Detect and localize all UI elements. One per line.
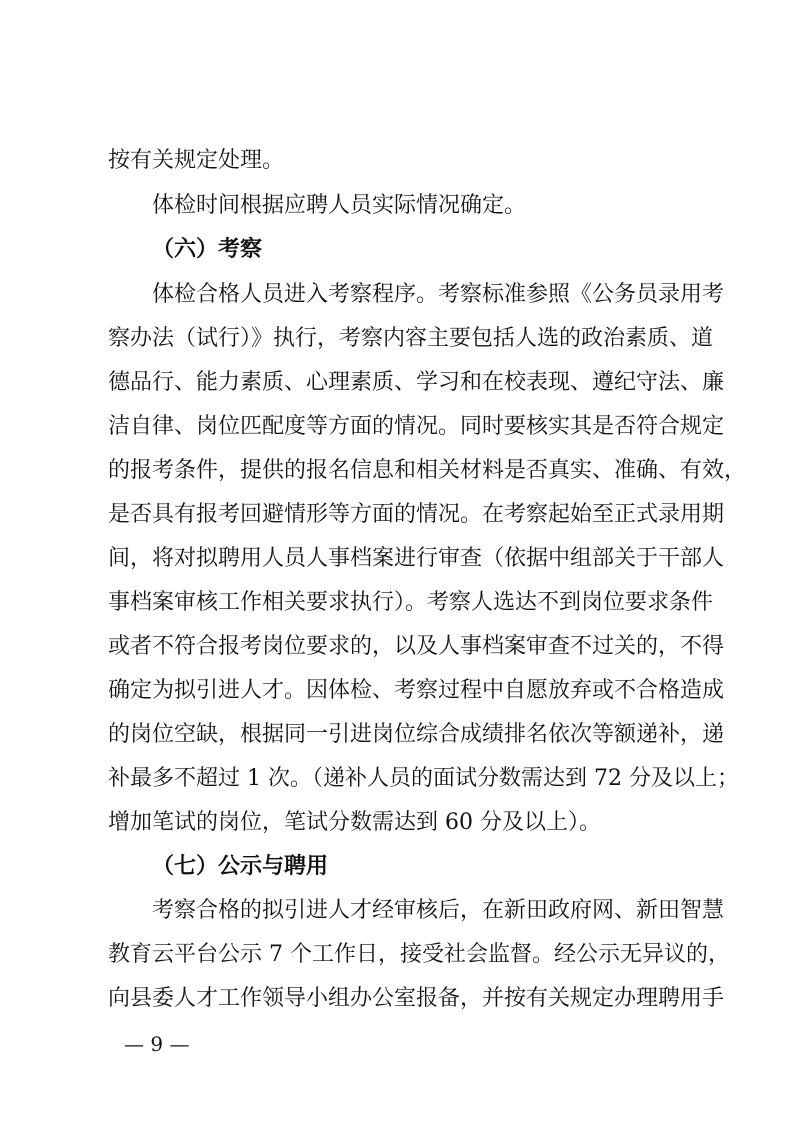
paragraph-line: 察办法（试行）》执行，考察内容主要包括人选的政治素质、道: [108, 326, 714, 351]
paragraph-line: 的岗位空缺，根据同一引进岗位综合成绩排名依次等额递补，递: [108, 722, 725, 747]
section-heading-publicity-hiring: （七）公示与聘用: [152, 854, 329, 879]
paragraph-line: 德品行、能力素质、心理素质、学习和在校表现、遵纪守法、廉: [108, 370, 725, 395]
paragraph-line: 事档案审核工作相关要求执行）。考察人选达不到岗位要求条件: [108, 590, 714, 615]
page-number: — 9 —: [124, 1032, 190, 1056]
paragraph-line: 向县委人才工作领导小组办公室报备，并按有关规定办理聘用手: [108, 986, 725, 1011]
section-heading-inspection: （六）考察: [152, 237, 263, 262]
paragraph-line: 或者不符合报考岗位要求的，以及人事档案审查不过关的，不得: [108, 634, 725, 659]
paragraph-line: 确定为拟引进人才。因体检、考察过程中自愿放弃或不合格造成: [108, 678, 725, 703]
paragraph-line: 按有关规定处理。: [108, 148, 285, 173]
paragraph-line: 体检时间根据应聘人员实际情况确定。: [152, 193, 527, 218]
paragraph-line: 补最多不超过 1 次。（递补人员的面试分数需达到 72 分及以上；: [108, 766, 739, 791]
paragraph-line: 考察合格的拟引进人才经审核后，在新田政府网、新田智慧: [152, 898, 725, 923]
paragraph-line: 体检合格人员进入考察程序。考察标准参照《公务员录用考: [152, 282, 725, 307]
paragraph-line: 增加笔试的岗位，笔试分数需达到 60 分及以上）。: [108, 810, 601, 835]
paragraph-line: 的报考条件，提供的报名信息和相关材料是否真实、准确、有效，: [108, 458, 747, 483]
paragraph-line: 是否具有报考回避情形等方面的情况。在考察起始至正式录用期: [108, 502, 725, 527]
paragraph-line: 教育云平台公示 7 个工作日，接受社会监督。经公示无异议的，: [108, 942, 730, 967]
paragraph-line: 间，将对拟聘用人员人事档案进行审查（依据中组部关于干部人: [108, 546, 725, 571]
paragraph-line: 洁自律、岗位匹配度等方面的情况。同时要核实其是否符合规定: [108, 414, 725, 439]
